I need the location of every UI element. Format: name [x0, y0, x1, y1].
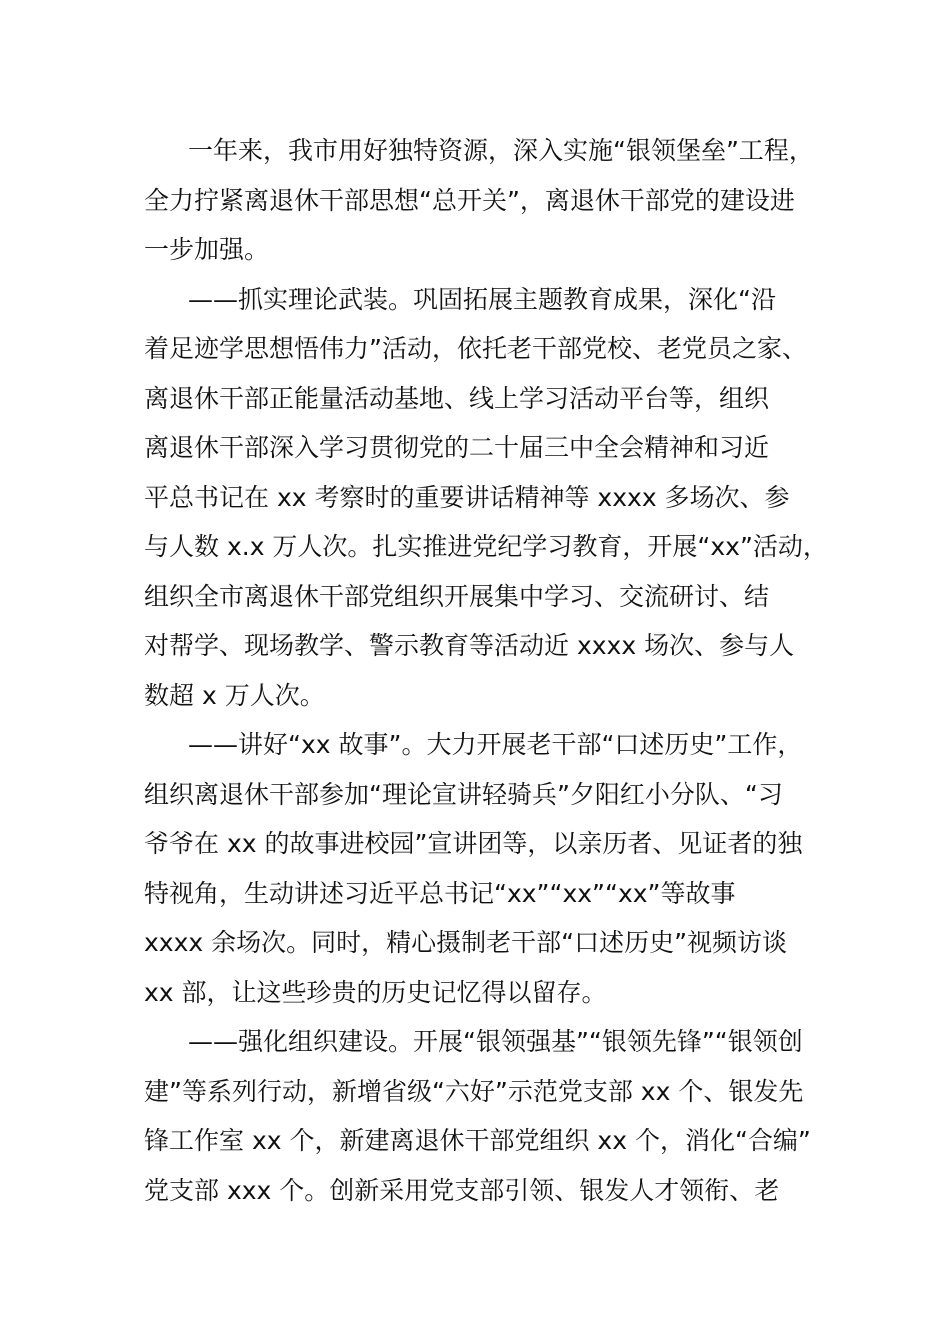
paragraph-3-line-1: ——讲好“xx 故事”。大力开展老干部“口述历史”工作，	[188, 730, 803, 759]
paragraph-2-line-2: 着足迹学思想悟伟力”活动，依托老干部党校、老党员之家、	[144, 334, 807, 363]
paragraph-4-line-2: 建”等系列行动，新增省级“六好”示范党支部 xx 个、银发先	[144, 1076, 804, 1106]
paragraph-4-line-3: 锋工作室 xx 个，新建离退休干部党组织 xx 个，消化“合编”	[144, 1126, 811, 1155]
paragraph-1-line-1: 一年来，我市用好独特资源，深入实施“银领堡垒”工程，	[188, 136, 814, 165]
paragraph-2-line-5: 平总书记在 xx 考察时的重要讲话精神等 xxxx 多场次、参	[144, 482, 790, 512]
paragraph-2-line-9: 数超 x 万人次。	[144, 680, 325, 710]
paragraph-4-line-1: ——强化组织建设。开展“银领强基”“银领先锋”“银领创	[188, 1027, 803, 1056]
paragraph-2-line-8: 对帮学、现场教学、警示教育等活动近 xxxx 场次、参与人	[144, 631, 795, 660]
paragraph-3-line-2: 组织离退休干部参加“理论宣讲轻骑兵”夕阳红小分队、“习	[144, 779, 783, 809]
paragraph-3-line-3: 爷爷在 xx 的故事进校园”宣讲团等，以亲历者、见证者的独	[144, 829, 803, 858]
paragraph-4-line-4: 党支部 xxx 个。创新采用党支部引领、银发人才领衔、老	[144, 1175, 780, 1205]
paragraph-3-line-4: 特视角，生动讲述习近平总书记“xx”“xx”“xx”等故事	[144, 878, 736, 908]
paragraph-1-line-2: 全力拧紧离退休干部思想“总开关”，离退休干部党的建设进	[144, 185, 795, 215]
paragraph-1-line-3: 一步加强。	[144, 235, 270, 264]
paragraph-2-line-6: 与人数 x.x 万人次。扎实推进党纪学习教育，开展“xx”活动，	[144, 532, 828, 561]
paragraph-2-line-3: 离退休干部正能量活动基地、线上学习活动平台等，组织	[144, 383, 770, 413]
document-body	[144, 126, 834, 1215]
paragraph-2-line-7: 组织全市离退休干部党组织开展集中学习、交流研讨、结	[144, 581, 770, 611]
paragraph-2-line-4: 离退休干部深入学习贯彻党的二十届三中全会精神和习近	[144, 433, 770, 462]
paragraph-3-line-6: xx 部，让这些珍贵的历史记忆得以留存。	[144, 977, 607, 1007]
paragraph-3-line-5: xxxx 余场次。同时，精心摄制老干部“口述历史”视频访谈	[144, 928, 788, 957]
paragraph-2-line-1: ——抓实理论武装。巩固拓展主题教育成果，深化“沿	[188, 284, 776, 314]
